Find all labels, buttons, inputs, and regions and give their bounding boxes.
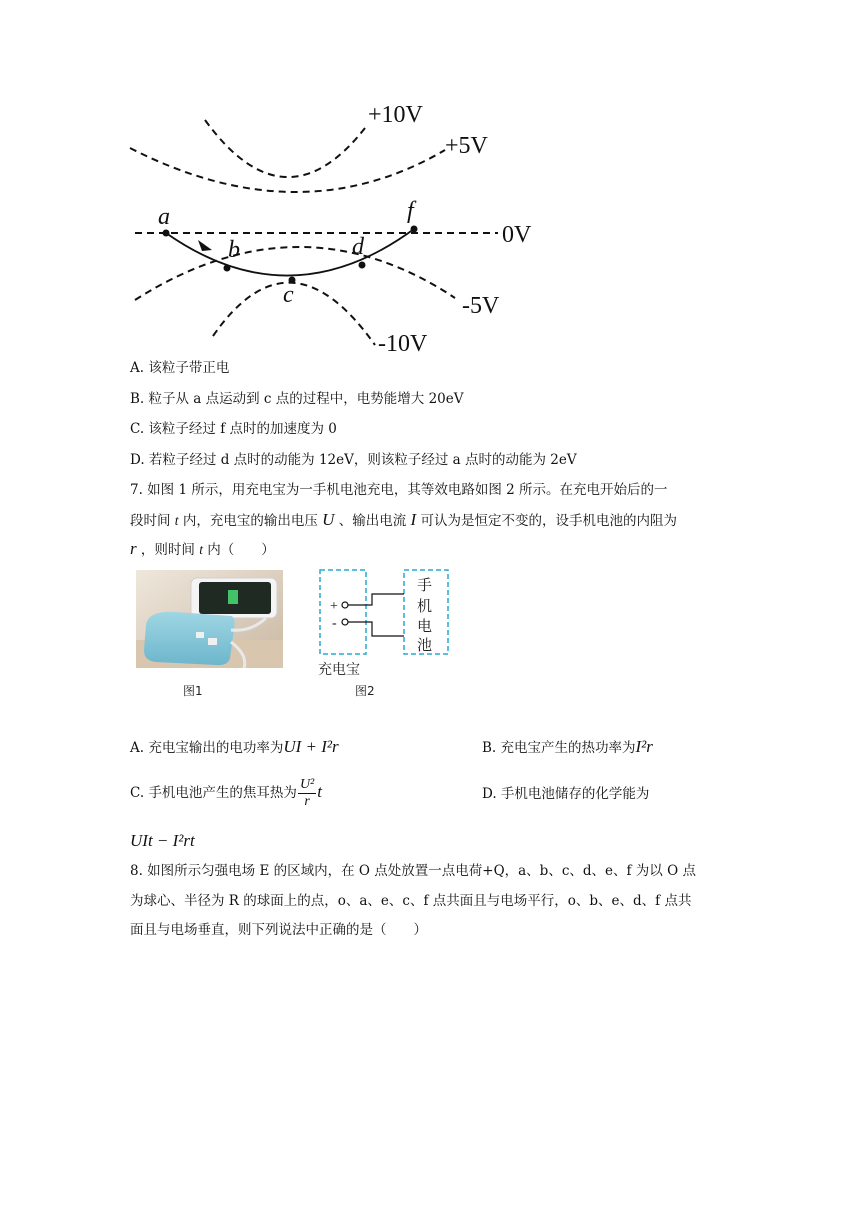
charger-box bbox=[320, 570, 366, 654]
option-b-text: B. 充电宝产生的热功率为 bbox=[482, 740, 636, 756]
label-point-d: d bbox=[352, 234, 364, 260]
q7-text: 可认为是恒定不变的，设手机电池的内阻为 bbox=[416, 513, 677, 529]
particle-trajectory bbox=[166, 229, 414, 276]
q7-text: 段时间 bbox=[130, 513, 175, 529]
option-c-text: C. 手机电池产生的焦耳热为 bbox=[130, 785, 297, 801]
q8-stem-line1: 8. 如图所示匀强电场 E 的区域内，在 O 点处放置一点电荷+Q，a、b、c、d、e、f 为以 O 点 bbox=[130, 863, 696, 879]
label-point-b: b bbox=[228, 237, 240, 263]
var-t: t bbox=[199, 542, 203, 557]
point-b-dot bbox=[224, 265, 231, 272]
q7-text: 、输出电流 bbox=[334, 513, 411, 529]
option-c-fraction bbox=[298, 777, 316, 810]
q7-text: 内（ ） bbox=[202, 542, 275, 558]
label-point-f: f bbox=[407, 198, 414, 224]
phone-label-1: 手 bbox=[417, 578, 433, 594]
var-r: r bbox=[130, 539, 137, 558]
equivalent-circuit bbox=[300, 566, 460, 686]
q7-stem-line2 bbox=[130, 510, 677, 531]
label-minus10: -10V bbox=[378, 331, 428, 357]
label-zero: 0V bbox=[502, 222, 532, 248]
label-minus5: -5V bbox=[462, 293, 500, 319]
q7-option-c bbox=[130, 772, 322, 813]
point-a-dot bbox=[163, 230, 170, 237]
q7-option-d bbox=[482, 784, 649, 804]
label-plus10: +10V bbox=[368, 102, 423, 128]
equipotential-line-minus10 bbox=[213, 283, 375, 345]
equipotential-line-plus10 bbox=[205, 120, 365, 177]
negative-terminal bbox=[342, 619, 348, 625]
q7-stem-line3 bbox=[130, 539, 275, 560]
q7-option-b bbox=[482, 737, 653, 758]
minus-sign: - bbox=[332, 616, 337, 631]
var-U: U bbox=[322, 510, 335, 529]
positive-terminal bbox=[342, 602, 348, 608]
figure-2-caption: 图2 bbox=[355, 684, 375, 698]
q6-option-b: B. 粒子从 a 点运动到 c 点的过程中，电势能增大 20eV bbox=[130, 391, 464, 407]
phone-label-4: 池 bbox=[417, 638, 433, 654]
q7-stem-line1: 7. 如图 1 所示，用充电宝为一手机电池充电，其等效电路如图 2 所示。在充电开始后的一 bbox=[130, 482, 668, 498]
q7-text: ，则时间 bbox=[136, 542, 200, 558]
equipotential-line-minus5 bbox=[135, 247, 455, 300]
phone-label-3: 电 bbox=[417, 619, 433, 635]
fraction-numerator: U² bbox=[299, 777, 315, 792]
equipotential-figure bbox=[0, 0, 860, 360]
power-bank-photo bbox=[136, 570, 283, 668]
q6-option-a: A. 该粒子带正电 bbox=[130, 360, 230, 376]
var-I: I bbox=[410, 510, 417, 529]
fraction-denominator: r bbox=[304, 794, 310, 809]
q7-option-a bbox=[130, 737, 339, 758]
var-t: t bbox=[317, 782, 322, 801]
q6-option-c: C. 该粒子经过 f 点时的加速度为 0 bbox=[130, 421, 337, 437]
option-a-formula: UI + I²r bbox=[283, 737, 339, 756]
var-t: t bbox=[174, 513, 179, 528]
trajectory-arrow bbox=[198, 240, 212, 251]
point-d-dot bbox=[359, 262, 366, 269]
label-point-c: c bbox=[283, 282, 294, 308]
equipotential-line-plus5 bbox=[130, 148, 445, 192]
label-point-a: a bbox=[158, 204, 170, 230]
q6-option-d: D. 若粒子经过 d 点时的动能为 12eV，则该粒子经过 a 点时的动能为 2eV bbox=[130, 452, 577, 468]
option-a-text: A. 充电宝输出的电功率为 bbox=[130, 740, 284, 756]
figure-1-caption: 图1 bbox=[183, 684, 203, 698]
point-f-dot bbox=[411, 226, 418, 233]
q8-stem-line2: 为球心、半径为 R 的球面上的点，o、a、e、c、f 点共面且与电场平行，o、b、e、d、f 点共 bbox=[130, 893, 692, 909]
plus-sign: + bbox=[330, 599, 338, 614]
phone-label-2: 机 bbox=[417, 599, 433, 615]
label-plus5: +5V bbox=[445, 133, 488, 159]
q8-stem-line3: 面且与电场垂直，则下列说法中正确的是（ ） bbox=[130, 922, 427, 938]
q7-option-d-formula: UIt − I²rt bbox=[130, 831, 195, 850]
charger-label: 充电宝 bbox=[318, 663, 360, 678]
option-b-formula: I²r bbox=[635, 737, 653, 756]
q7-text: 内，充电宝的输出电压 bbox=[178, 513, 323, 529]
option-d-text: D. 手机电池储存的化学能为 bbox=[482, 786, 650, 802]
